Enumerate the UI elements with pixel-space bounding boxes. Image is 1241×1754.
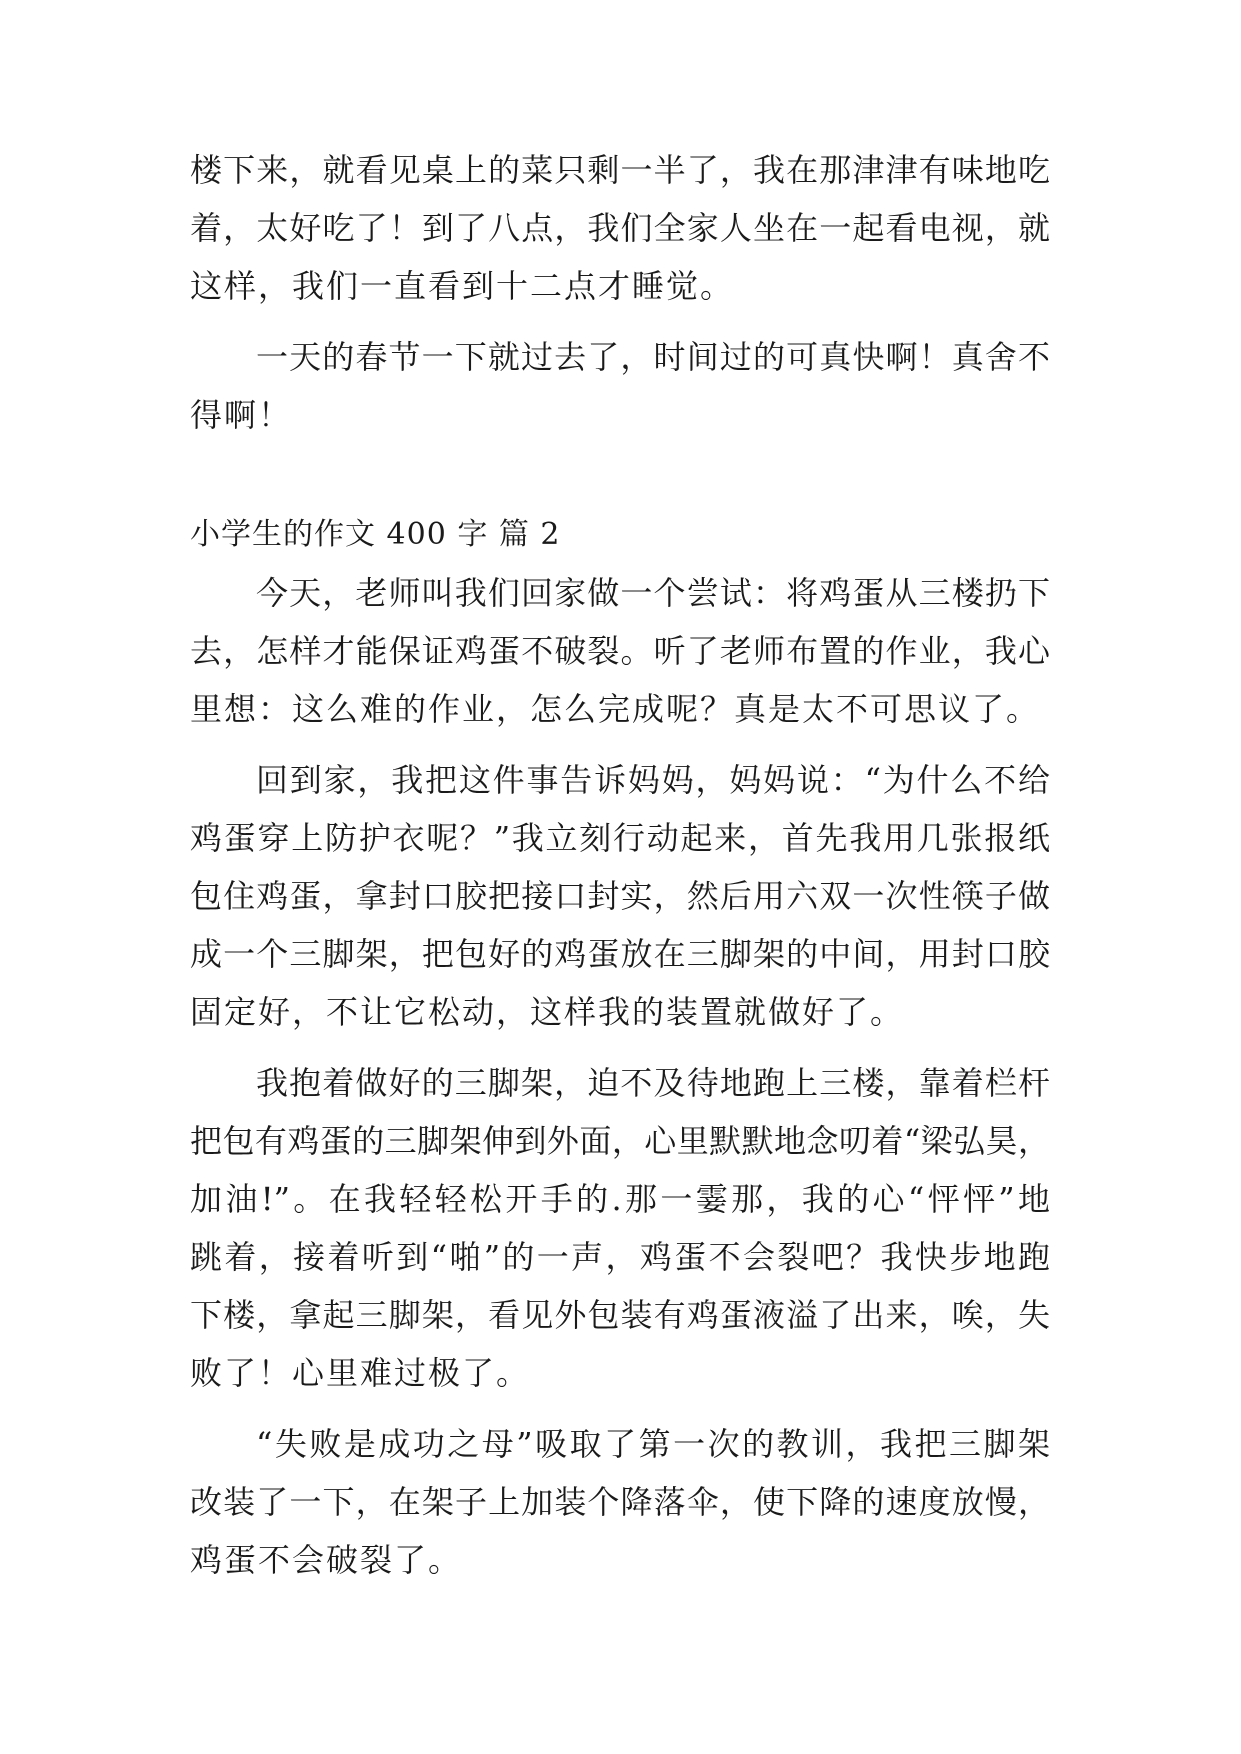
text-line: 我抱着做好的三脚架，迫不及待地跑上三楼，靠着栏杆 [256, 1064, 1050, 1102]
text-line: 跳着，接着听到“啪”的一声，鸡蛋不会裂吧？我快步地跑 [190, 1238, 1050, 1276]
text-line: 今天，老师叫我们回家做一个尝试：将鸡蛋从三楼扔下 [256, 574, 1050, 612]
text-line: 成一个三脚架，把包好的鸡蛋放在三脚架的中间，用封口胶 [190, 935, 1050, 973]
text-line: 得啊！ [190, 396, 293, 434]
text-line: 改装了一下，在架子上加装个降落伞，使下降的速度放慢， [190, 1483, 1050, 1521]
text-line: 一天的春节一下就过去了，时间过的可真快啊！真舍不 [256, 338, 1050, 376]
text-line: 鸡蛋穿上防护衣呢？”我立刻行动起来，首先我用几张报纸 [190, 819, 1050, 857]
text-line: 下楼，拿起三脚架，看见外包装有鸡蛋液溢了出来，唉，失 [190, 1296, 1050, 1334]
text-line: 这样，我们一直看到十二点才睡觉。 [190, 267, 735, 305]
text-line: 鸡蛋不会破裂了。 [190, 1541, 463, 1579]
text-line: 把包有鸡蛋的三脚架伸到外面，心里默默地念叨着“梁弘昊， [190, 1122, 1050, 1160]
text-line: 败了！心里难过极了。 [190, 1354, 531, 1392]
text-line: 里想：这么难的作业，怎么完成呢？真是太不可思议了。 [190, 690, 1041, 728]
text-line: 去，怎样才能保证鸡蛋不破裂。听了老师布置的作业，我心 [190, 632, 1050, 670]
text-line: 着，太好吃了！到了八点，我们全家人坐在一起看电视，就 [190, 209, 1050, 247]
text-line: 楼下来，就看见桌上的菜只剩一半了，我在那津津有味地吃 [190, 151, 1050, 189]
text-line: 回到家，我把这件事告诉妈妈，妈妈说：“为什么不给 [256, 761, 1050, 799]
text-line: 包住鸡蛋，拿封口胶把接口封实，然后用六双一次性筷子做 [190, 877, 1050, 915]
text-line: “失败是成功之母”吸取了第一次的教训，我把三脚架 [256, 1425, 1050, 1463]
text-line: 固定好，不让它松动，这样我的装置就做好了。 [190, 993, 905, 1031]
text-line: 加油!”。在我轻轻松开手的.那一霎那，我的心“怦怦”地 [190, 1180, 1050, 1218]
section-title: 小学生的作文 400 字 篇 2 [190, 517, 561, 552]
